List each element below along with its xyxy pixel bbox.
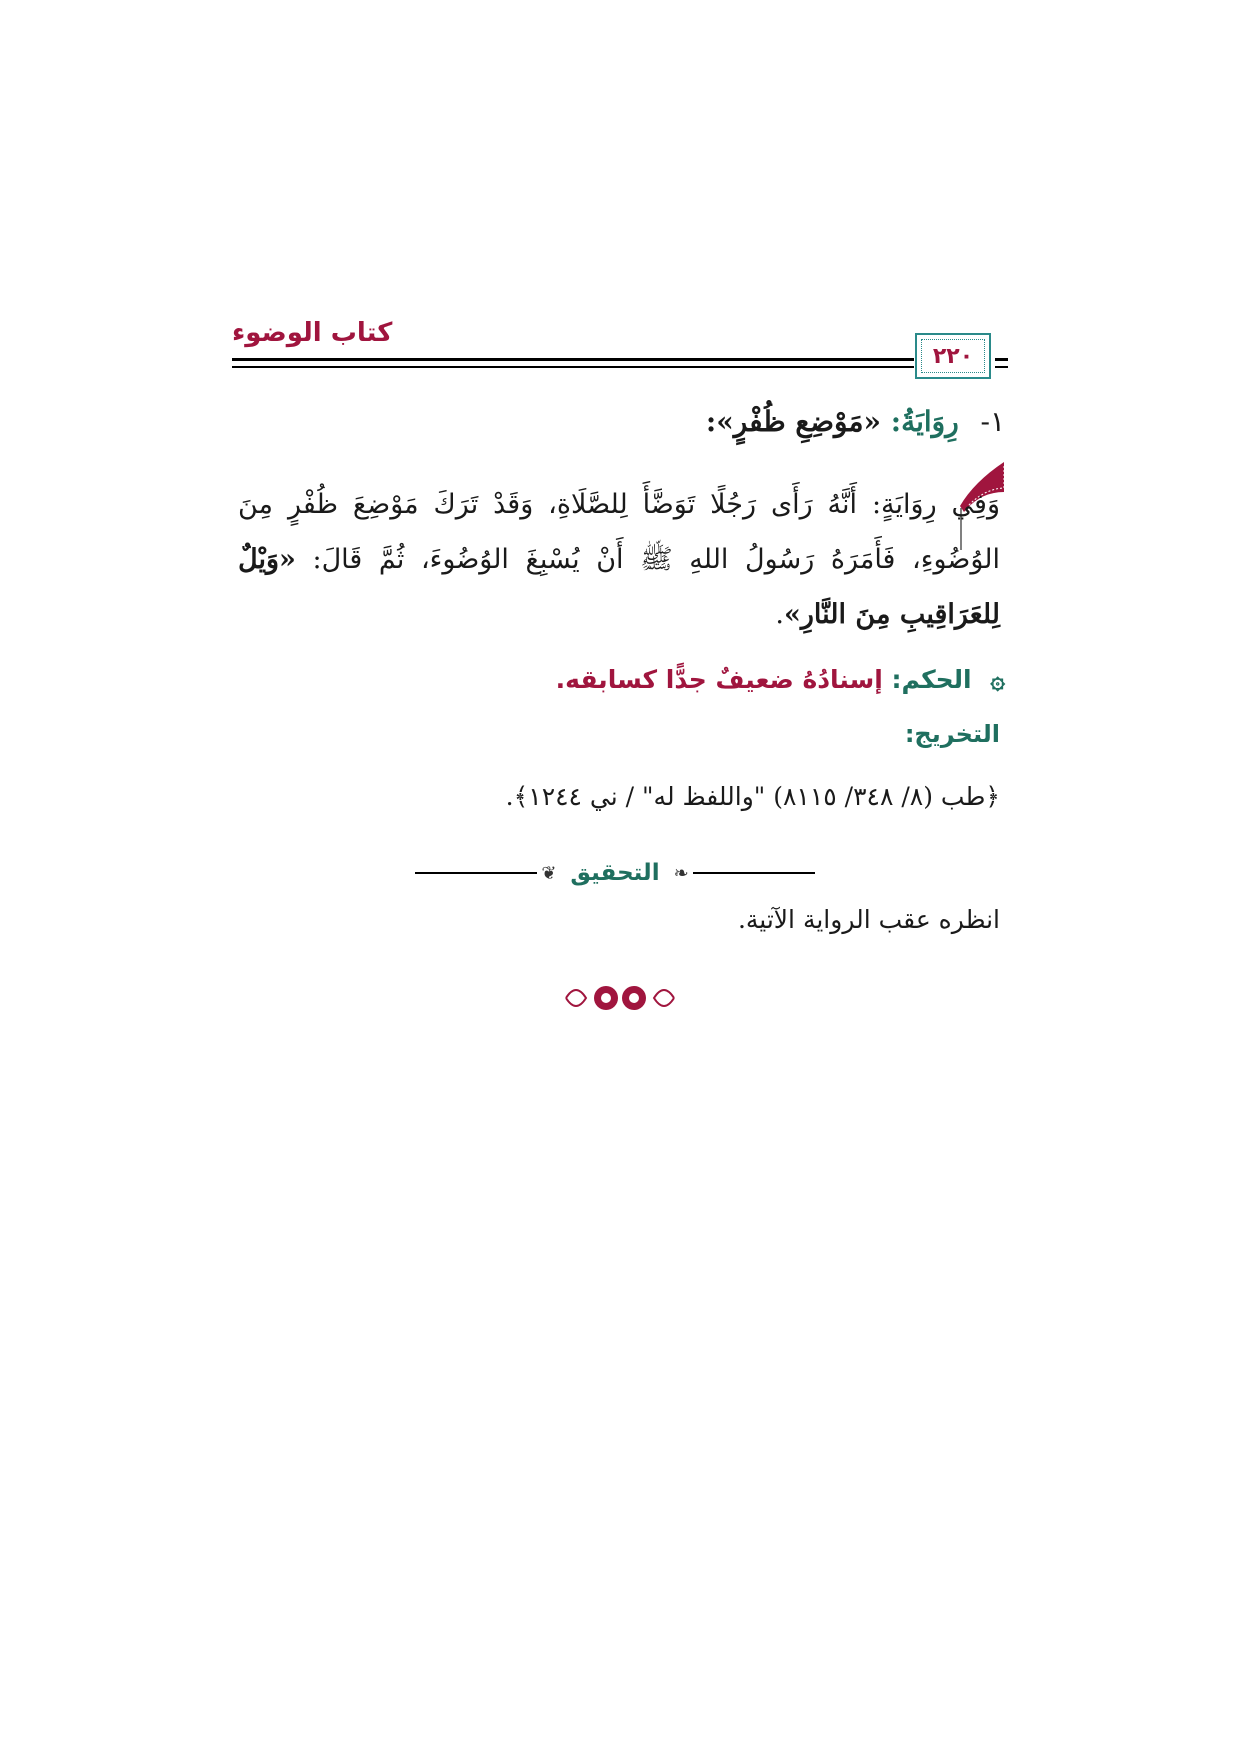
book-title: كتاب الوضوء xyxy=(232,318,393,348)
takhrij-text: ﴿طب (٨/ ٣٤٨/ ٨١١٥) "واللفظ له" / ني ١٢٤٤﴾. xyxy=(505,782,1000,811)
ruling-line xyxy=(556,665,1005,694)
section-number: ١- xyxy=(980,405,1005,438)
header-rule-right-top xyxy=(995,358,1008,361)
page-number: ٢٢٠ xyxy=(932,343,974,369)
divider-ornament-icon: ❦ xyxy=(541,862,557,884)
takhrij-label: التخريج: xyxy=(904,720,1000,748)
narration-text: وَفِي رِوَايَةٍ: أَنَّهُ رَأَى رَجُلًا تَوَضَّأَ لِلصَّلَاةِ، وَقَدْ تَرَكَ مَوْضِعَ ظُفْرٍ مِنَ الوُضُوءِ، فَأَمَرَهُ رَسُولُ اللهِ ﷺ أَنْ يُسْبِغَ الوُضُوءَ، ثُمَّ قَالَ: xyxy=(238,489,1000,575)
divider-line-left xyxy=(415,872,537,874)
header-rule-right-bottom xyxy=(995,366,1008,368)
tahqiq-label: التحقيق xyxy=(570,860,660,886)
ruling-value: إسنادُهُ ضعيفٌ جدًّا كسابقه. xyxy=(555,665,883,694)
page-number-badge xyxy=(915,333,991,379)
header-rule-top xyxy=(232,358,914,361)
ruling-label: الحكم: xyxy=(891,665,972,694)
tahqiq-divider xyxy=(415,855,815,891)
section-label: رِوَايَةُ: xyxy=(890,405,959,438)
header-rule-bottom xyxy=(232,366,914,368)
section-heading xyxy=(706,405,1005,438)
divider-line-right xyxy=(693,872,815,874)
narration-bold-quote: «وَيْلٌ لِلعَرَاقِيبِ مِنَ النَّارِ» xyxy=(238,544,1000,630)
narration-paragraph xyxy=(238,477,1000,642)
tahqiq-text: انظره عقب الرواية الآتية. xyxy=(737,905,1000,934)
section-quote: «مَوْضِعِ ظُفْرٍ»: xyxy=(705,405,882,438)
divider-ornament-icon: ❧ xyxy=(673,862,689,884)
end-ornament-icon xyxy=(562,978,678,1018)
flower-bullet-icon: ۞ xyxy=(990,665,1005,694)
narration-end: . xyxy=(775,599,784,630)
